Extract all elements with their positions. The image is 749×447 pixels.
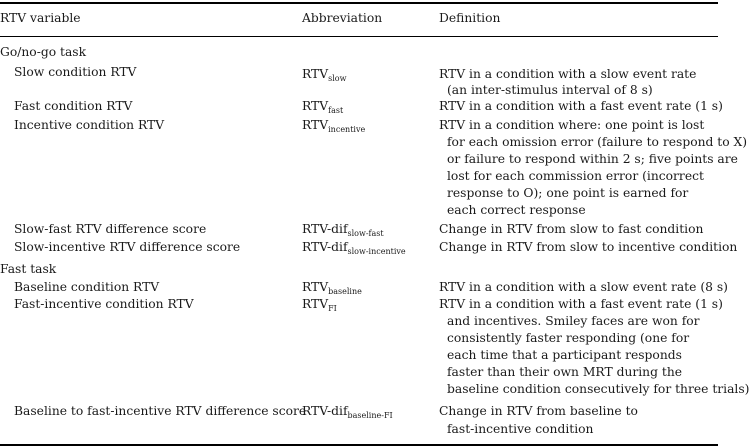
header-abbreviation: Abbreviation xyxy=(302,11,383,25)
row-abbreviation: $RTV_{slow}$ xyxy=(302,67,347,83)
row-definition-line: or failure to respond within 2 s; five points are xyxy=(447,152,738,166)
row-variable: Baseline condition RTV xyxy=(14,280,160,294)
row-abbreviation: $RTV_{fast}$ xyxy=(302,99,344,115)
row-definition-line: lost for each commission error (incorrect xyxy=(447,169,704,183)
bottom-rule xyxy=(0,444,718,446)
row-variable: Incentive condition RTV xyxy=(14,118,165,132)
row-variable: Fast-incentive condition RTV xyxy=(14,297,194,311)
header-definition: Definition xyxy=(439,11,501,25)
row-definition-line: (an inter-stimulus interval of 8 s) xyxy=(447,83,653,97)
row-abbreviation: $RTV_{baseline}$ xyxy=(302,280,362,296)
row-definition-line: each time that a participant responds xyxy=(447,348,682,362)
row-definition-line: RTV in a condition with a slow event rate (8 s) xyxy=(439,280,728,294)
section-title: Go/no-go task xyxy=(0,45,87,59)
row-definition-line: fast-incentive condition xyxy=(447,422,594,436)
row-definition-line: Change in RTV from slow to incentive condition xyxy=(439,240,738,254)
row-variable: Slow-fast RTV difference score xyxy=(14,222,207,236)
row-abbreviation: RTV-dif$_{baseline-FI}$ xyxy=(302,404,393,420)
row-definition-line: Change in RTV from baseline to xyxy=(439,404,638,418)
header-rule xyxy=(0,36,718,37)
row-definition-line: RTV in a condition where: one point is lost xyxy=(439,118,705,132)
row-variable: Fast condition RTV xyxy=(14,99,133,113)
row-abbreviation: $RTV_{FI}$ xyxy=(302,297,337,313)
row-abbreviation: RTV-dif$_{slow-fast}$ xyxy=(302,222,384,238)
row-variable: Slow-incentive RTV difference score xyxy=(14,240,241,254)
row-definition-line: consistently faster responding (one for xyxy=(447,331,690,345)
row-definition-line: each correct response xyxy=(447,203,586,217)
row-definition-line: Change in RTV from slow to fast condition xyxy=(439,222,704,236)
row-abbreviation: $RTV_{incentive}$ xyxy=(302,118,366,134)
row-abbreviation: RTV-dif$_{slow-incentive}$ xyxy=(302,240,406,256)
row-definition-line: RTV in a condition with a fast event rate (1 s) xyxy=(439,297,723,311)
row-definition-line: for each omission error (failure to respond to X) xyxy=(447,135,748,149)
row-definition-line: and incentives. Smiley faces are won for xyxy=(447,314,700,328)
row-variable: Slow condition RTV xyxy=(14,65,137,79)
section-title: Fast task xyxy=(0,262,57,276)
header-variable: RTV variable xyxy=(0,11,81,25)
top-rule xyxy=(0,2,718,4)
row-definition-line: response to O); one point is earned for xyxy=(447,186,689,200)
row-definition-line: RTV in a condition with a fast event rate (1 s) xyxy=(439,99,723,113)
row-definition-line: RTV in a condition with a slow event rate xyxy=(439,67,697,81)
row-definition-line: baseline condition consecutively for three trials) xyxy=(447,382,749,396)
row-definition-line: faster than their own MRT during the xyxy=(447,365,683,379)
row-variable: Baseline to fast-incentive RTV difference score xyxy=(14,404,307,418)
